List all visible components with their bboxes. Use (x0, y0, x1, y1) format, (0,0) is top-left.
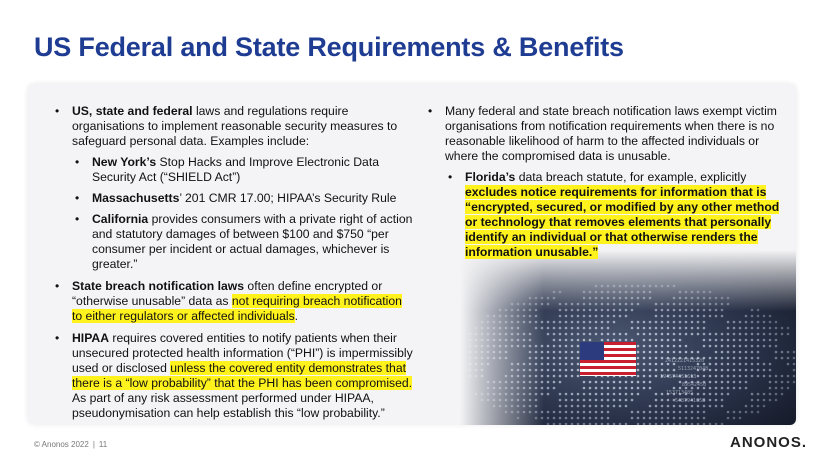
bullet-bold: US, state and federal (72, 104, 193, 118)
bullet-state-breach-laws (52, 279, 414, 324)
copyright-text: © Anonos 2022 (34, 440, 89, 449)
bullet-text: requires covered entities to notify patients when their unsecured protected health information (“PHI”) is impermissibly used or disclosed (72, 331, 413, 375)
highlighted-text: excludes notice requirements for information that is “encrypted, secured, or modified by any other method or technology that removes elements that personally identify an individual or that otherwise renders the information unusable.” (465, 185, 780, 259)
bullet-text-end: As part of any risk assessment performed under HIPAA, pseudonymisation can help establish this “low probability.” (72, 391, 385, 420)
bullet-exemptions (425, 104, 787, 260)
us-map-image (460, 250, 796, 425)
sub-bullet-massachusetts (72, 191, 414, 206)
bullet-hipaa (52, 331, 414, 421)
bullet-text: Many federal and state breach notification laws exempt victim organisations from notification requirements when there is no reasonable likelihood of harm to the affected individuals or where the compromised data is unusable. (445, 104, 777, 163)
bullet-text: data breach statute, for example, explicitly (515, 170, 747, 184)
slide-title: US Federal and State Requirements & Benefits (34, 32, 624, 62)
right-column (425, 104, 787, 267)
sub-bullet-new-york (72, 155, 414, 185)
bullet-text: provides consumers with a private right of action and statutory damages of between $100 and $750 “per consumer per incident or actual damages, whichever is greater.” (92, 212, 413, 271)
highlighted-text: not requiring breach notification to either regulators or affected individuals (72, 294, 402, 323)
bullet-text: often define encrypted or “otherwise unusable” data as (72, 279, 383, 308)
highlighted-text: unless the covered entity demonstrates that there is a “low probability” that the PHI has been compromised. (72, 361, 413, 390)
left-column (52, 104, 414, 428)
bullet-bold: Florida’s (465, 170, 516, 184)
page-number: 11 (98, 440, 108, 449)
sub-bullet-california (72, 212, 414, 272)
bullet-bold: Massachusetts (92, 191, 180, 205)
dotted-map-flag-graphic (460, 250, 796, 425)
bullet-bold: New York’s (92, 155, 157, 169)
bullet-text: laws and regulations require organisations to implement reasonable security measures to safeguard personal data. Examples include: (72, 104, 398, 148)
bullet-text: ’ 201 CMR 17.00; HIPAA’s Security Rule (179, 191, 397, 205)
anonos-logo: ANONOS. (730, 434, 808, 451)
bullet-reasonable-security (52, 104, 414, 272)
footer (34, 440, 111, 449)
bullet-bold: California (92, 212, 149, 226)
bullet-text: Stop Hacks and Improve Electronic Data Security Act (“SHIELD Act”) (92, 155, 380, 184)
sub-bullet-florida (445, 170, 787, 260)
bullet-bold: HIPAA (72, 331, 110, 345)
bullet-text-end: . (294, 309, 299, 323)
footer-separator: | (92, 440, 95, 449)
bullet-bold: State breach notification laws (72, 279, 245, 293)
